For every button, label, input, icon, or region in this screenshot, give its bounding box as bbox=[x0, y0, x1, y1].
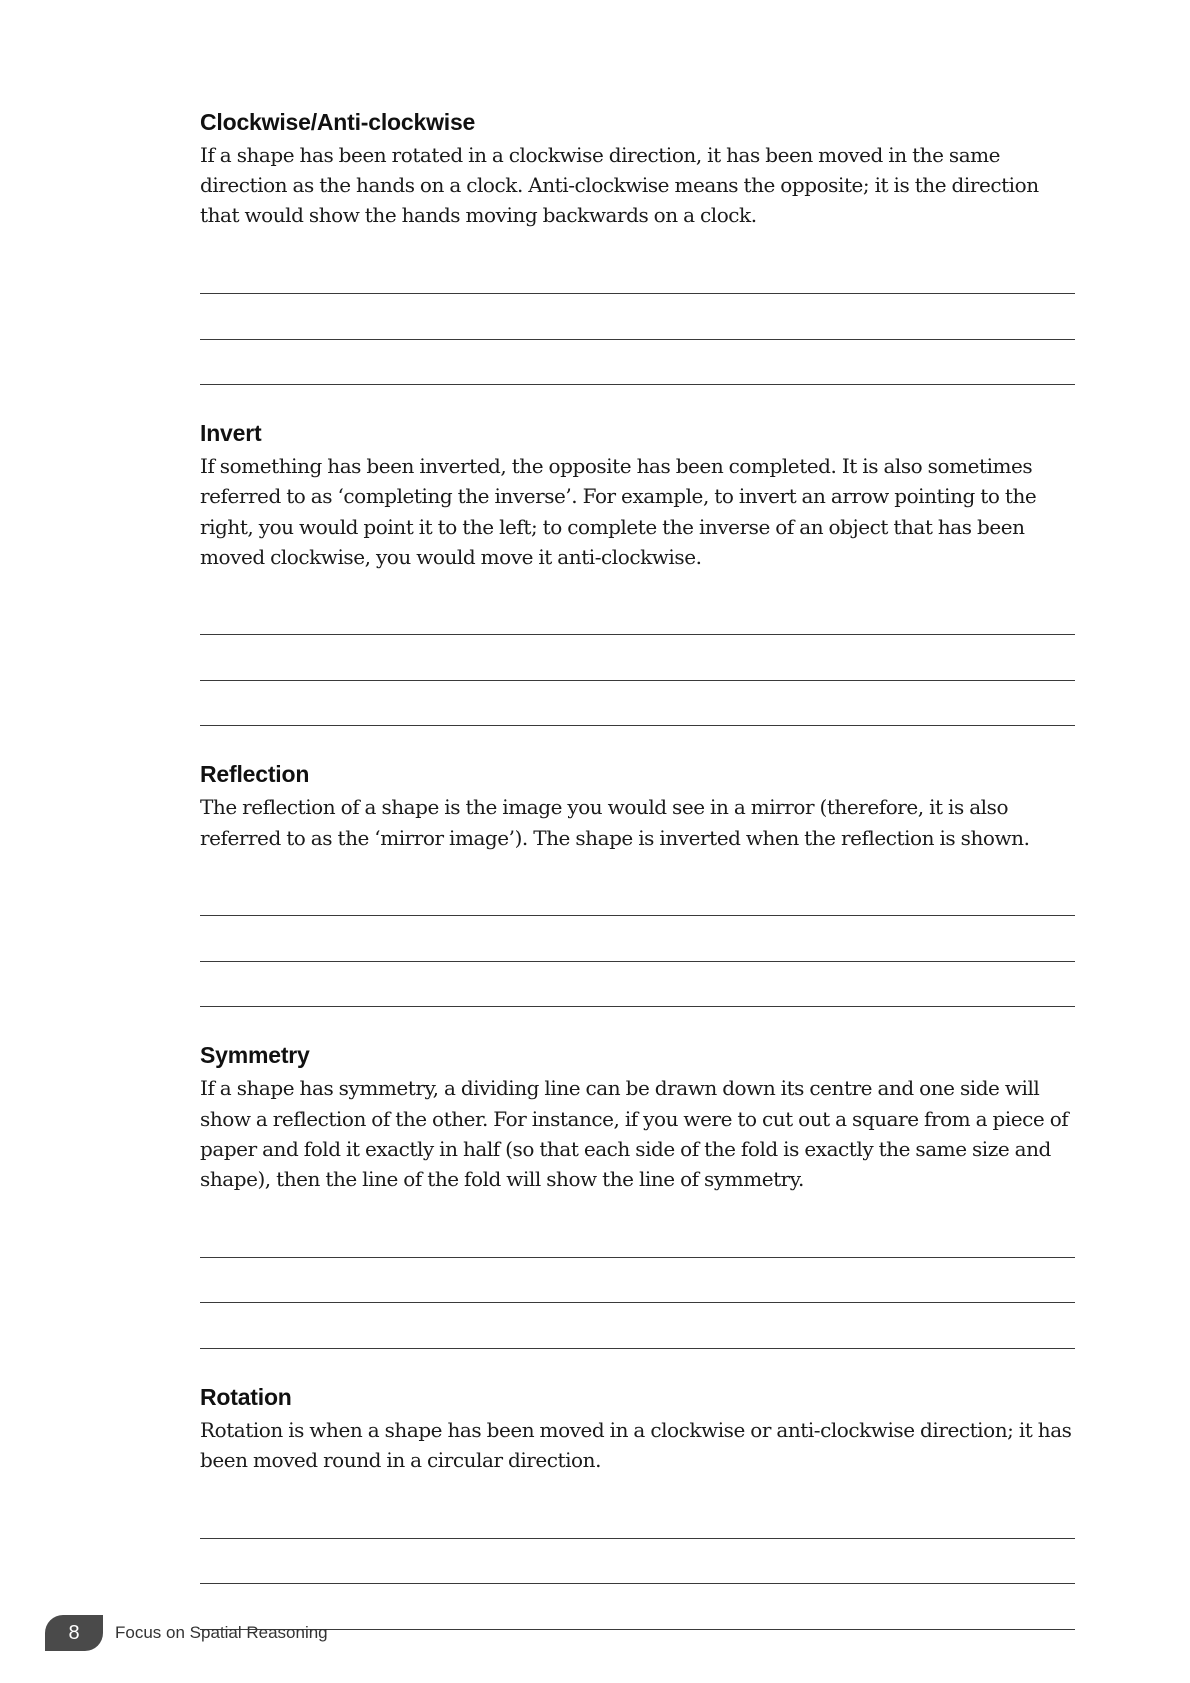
answer-line[interactable] bbox=[200, 340, 1075, 386]
section-body: If something has been inverted, the opposite has been completed. It is also sometimes referred to as ‘completing the inverse’. For example, to invert an arrow pointing to the right, you would point it to the left; to complete the inverse of an object that has been moved clockwise, you would move it anti-clockwise. bbox=[200, 454, 1037, 569]
answer-lines bbox=[200, 871, 1075, 1008]
page-content bbox=[200, 108, 1075, 1664]
page-number: 8 bbox=[45, 1615, 103, 1651]
section-clockwise bbox=[200, 108, 1075, 385]
answer-line[interactable] bbox=[200, 1303, 1075, 1349]
answer-line[interactable] bbox=[200, 249, 1075, 295]
section-invert bbox=[200, 419, 1075, 726]
answer-line[interactable] bbox=[200, 1258, 1075, 1304]
answer-line[interactable] bbox=[200, 1212, 1075, 1258]
section-heading: Symmetry bbox=[200, 1042, 310, 1069]
section-body: If a shape has symmetry, a dividing line can be drawn down its centre and one side will show a reflection of the other. For instance, if you were to cut out a square from a piece of paper and fold it exactly in half (so that each side of the fold is exactly the same size and shape), then the line of the fold will show the line of symmetry. bbox=[200, 1076, 1069, 1191]
answer-line[interactable] bbox=[200, 871, 1075, 917]
section-heading: Reflection bbox=[200, 761, 310, 788]
answer-line[interactable] bbox=[200, 294, 1075, 340]
section-rotation bbox=[200, 1383, 1075, 1630]
section-symmetry bbox=[200, 1041, 1075, 1348]
section-heading: Invert bbox=[200, 420, 262, 447]
answer-line[interactable] bbox=[200, 1493, 1075, 1539]
section-heading: Clockwise/Anti-clockwise bbox=[200, 109, 476, 135]
section-body: Rotation is when a shape has been moved in a clockwise or anti-clockwise direction; it has been moved round in a circular direction. bbox=[200, 1417, 1072, 1472]
answer-line[interactable] bbox=[200, 916, 1075, 962]
answer-lines bbox=[200, 590, 1075, 727]
section-heading: Rotation bbox=[200, 1383, 292, 1410]
answer-line[interactable] bbox=[200, 635, 1075, 681]
section-reflection bbox=[200, 760, 1075, 1007]
answer-line[interactable] bbox=[200, 590, 1075, 636]
book-title: Focus on Spatial Reasoning bbox=[115, 1623, 328, 1642]
answer-lines bbox=[200, 1493, 1075, 1630]
page-footer bbox=[45, 1615, 328, 1651]
answer-line[interactable] bbox=[200, 681, 1075, 727]
answer-lines bbox=[200, 249, 1075, 386]
answer-line[interactable] bbox=[200, 1584, 1075, 1630]
answer-line[interactable] bbox=[200, 962, 1075, 1008]
answer-line[interactable] bbox=[200, 1539, 1075, 1585]
section-body: The reflection of a shape is the image you would see in a mirror (therefore, it is also referred to as the ‘mirror image’). The shape is inverted when the reflection is shown. bbox=[200, 795, 1030, 850]
answer-lines bbox=[200, 1212, 1075, 1349]
section-body: If a shape has been rotated in a clockwise direction, it has been moved in the same direction as the hands on a clock. Anti-clockwise means the opposite; it is the direction that would show the hands moving backwards on a clock. bbox=[200, 143, 1039, 228]
